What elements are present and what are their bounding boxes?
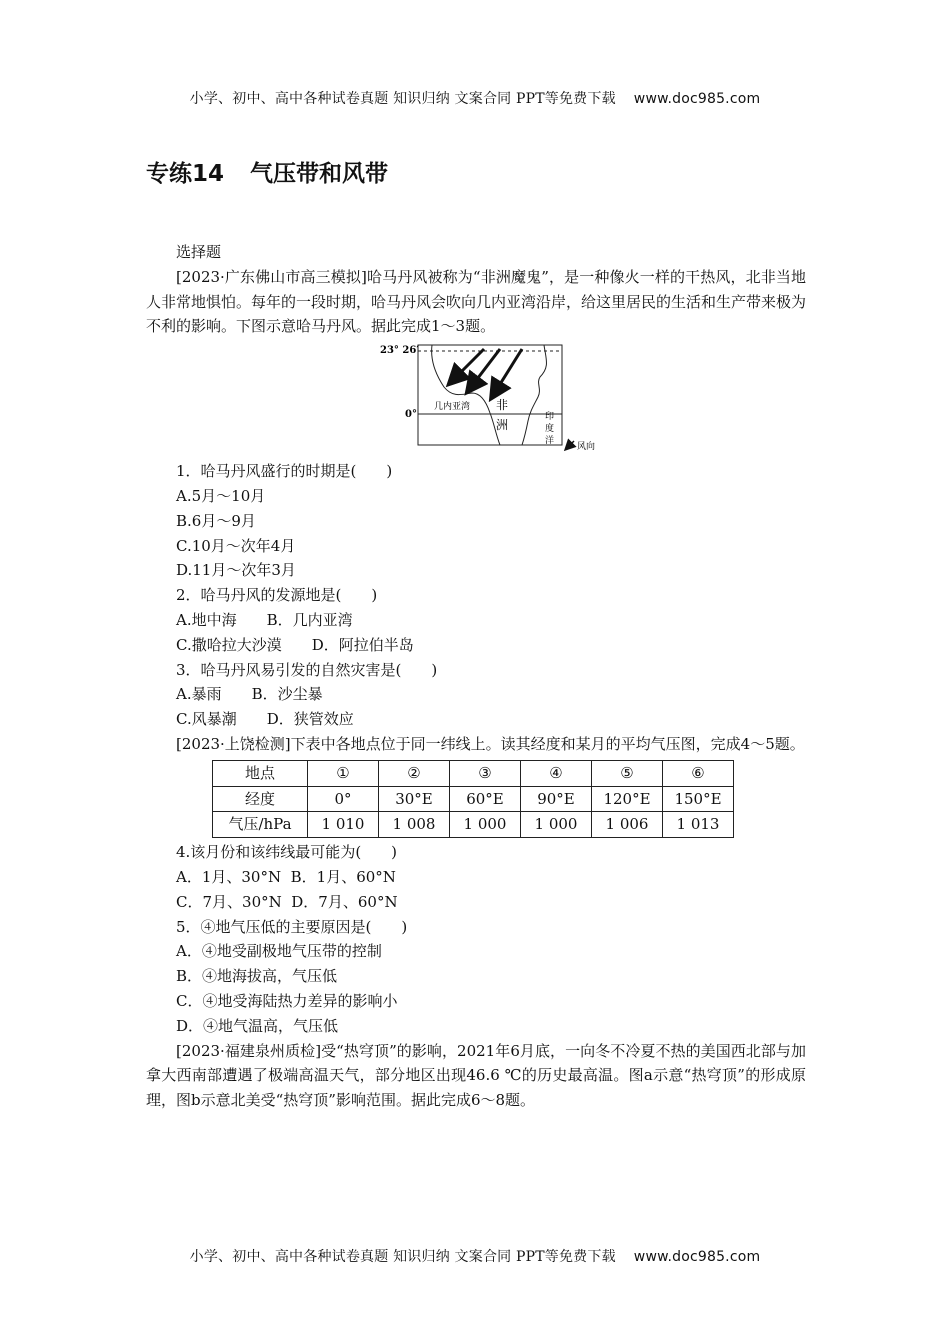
footer-text: 小学、初中、高中各种试卷真题 知识归纳 文案合同 PPT等免费下载 — [189, 1249, 616, 1265]
title-number: 专练14 — [146, 161, 225, 187]
table-cell: ④ — [521, 760, 592, 786]
label-africa-1: 非 — [496, 398, 509, 413]
table-cell: ① — [308, 760, 379, 786]
label-equator: 0° — [405, 409, 417, 421]
africa-map — [380, 341, 620, 453]
q2-option-c[interactable]: C.撒哈拉大沙漠 — [176, 635, 282, 654]
table-cell: 地点 — [213, 760, 308, 786]
q4-options-row-2 — [146, 890, 806, 915]
q2-option-b[interactable]: B．几内亚湾 — [266, 610, 353, 629]
table-cell: 1 008 — [379, 812, 450, 838]
table-cell: ⑤ — [592, 760, 663, 786]
label-gulf: 几内亚湾 — [434, 402, 471, 413]
pressure-table — [212, 760, 734, 838]
table-cell: 1 000 — [521, 812, 592, 838]
document-body — [146, 240, 806, 1113]
table-cell: 气压/hPa — [213, 812, 308, 838]
label-ocean-1: 印 — [545, 412, 555, 423]
legend-arrow-icon — [566, 441, 574, 449]
table-cell: 90°E — [521, 786, 592, 812]
table-cell: 60°E — [450, 786, 521, 812]
title-topic: 气压带和风带 — [250, 161, 389, 187]
intro-paragraph-2: [2023·上饶检测]下表中各地点位于同一纬线上。读其经度和某月的平均气压图，完成4～5题。 — [176, 734, 805, 753]
table-cell: 1 006 — [592, 812, 663, 838]
legend-label: 风向 — [577, 442, 596, 453]
q3-stem: 3．哈马丹风易引发的自然灾害是( ) — [176, 660, 438, 679]
table-cell: ⑥ — [663, 760, 734, 786]
q3-option-a[interactable]: A.暴雨 — [176, 685, 222, 704]
q3-options-row-1 — [146, 682, 806, 707]
q3-option-d[interactable]: D．狭管效应 — [266, 710, 354, 729]
table-cell: 1 013 — [663, 812, 734, 838]
table-row — [213, 760, 734, 786]
q4-option-a[interactable]: A．1月、30°N — [176, 867, 282, 886]
q1-option-a[interactable]: A.5月～10月 — [176, 486, 266, 505]
q1-option-c[interactable]: C.10月～次年4月 — [176, 536, 296, 555]
page-title — [146, 155, 388, 188]
label-tropic: 23° 26′ — [380, 345, 419, 357]
q1-option-b[interactable]: B.6月～9月 — [176, 511, 256, 530]
table-cell: 1 000 — [450, 812, 521, 838]
q2-options-row-1 — [146, 608, 806, 633]
q1-stem: 1．哈马丹风盛行的时期是( ) — [176, 462, 393, 481]
header-url[interactable]: www.doc985.com — [633, 91, 761, 107]
q4-option-c[interactable]: C．7月、30°N — [176, 892, 282, 911]
q2-option-a[interactable]: A.地中海 — [176, 610, 237, 629]
q2-option-d[interactable]: D．阿拉伯半岛 — [311, 635, 414, 654]
q5-stem: 5．④地气压低的主要原因是( ) — [176, 917, 408, 936]
intro-paragraph-1: [2023·广东佛山市高三模拟]哈马丹风被称为“非洲魔鬼”，是一种像火一样的干热风，北非当地人非常地惧怕。每年的一段时期，哈马丹风会吹向几内亚湾沿岸，给这里居民的生活和生产带来极为不利的影响。下图示意哈马丹风。据此完成1～3题。 — [146, 267, 807, 336]
q3-options-row-2 — [146, 707, 806, 732]
q1-option-d[interactable]: D.11月～次年3月 — [176, 561, 296, 580]
wind-arrows — [450, 349, 522, 397]
label-africa-2: 洲 — [496, 418, 509, 433]
page-header — [0, 88, 950, 108]
q4-option-b[interactable]: B．1月、60°N — [290, 867, 396, 886]
q5-option-a[interactable]: A．④地受副极地气压带的控制 — [176, 942, 382, 961]
q3-option-b[interactable]: B．沙尘暴 — [251, 685, 323, 704]
table-cell: 30°E — [379, 786, 450, 812]
table-cell: 150°E — [663, 786, 734, 812]
section-label: 选择题 — [176, 243, 222, 261]
page-footer — [0, 1246, 950, 1266]
intro-paragraph-3: [2023·福建泉州质检]受“热穹顶”的影响，2021年6月底，一向冬不冷夏不热的美国西北部与加拿大西南部遭遇了极端高温天气，部分地区出现46.6 ℃的历史最高温。图a示意“热穹顶”的形成原理，图b示意北美受“热穹顶”影响范围。据此完成6～8题。 — [146, 1041, 806, 1110]
label-ocean-3: 洋 — [545, 436, 555, 447]
q4-option-d[interactable]: D．7月、60°N — [291, 892, 398, 911]
table-cell: 经度 — [213, 786, 308, 812]
q2-stem: 2．哈马丹风的发源地是( ) — [176, 586, 378, 605]
q5-option-c[interactable]: C．④地受海陆热力差异的影响小 — [176, 991, 398, 1010]
q5-option-b[interactable]: B．④地海拔高，气压低 — [176, 967, 338, 986]
q4-stem: 4.该月份和该纬线最可能为( ) — [176, 843, 398, 862]
q4-options-row-1 — [146, 865, 806, 890]
hamadan-wind-figure — [146, 341, 806, 455]
table-cell: 120°E — [592, 786, 663, 812]
footer-url[interactable]: www.doc985.com — [633, 1249, 761, 1265]
table-cell: ③ — [450, 760, 521, 786]
q2-options-row-2 — [146, 633, 806, 658]
q3-option-c[interactable]: C.风暴潮 — [176, 710, 237, 729]
east-coastline — [522, 345, 547, 445]
header-text: 小学、初中、高中各种试卷真题 知识归纳 文案合同 PPT等免费下载 — [189, 91, 616, 107]
label-ocean-2: 度 — [545, 424, 555, 435]
table-row — [213, 812, 734, 838]
table-cell: 0° — [308, 786, 379, 812]
q5-option-d[interactable]: D．④地气温高，气压低 — [176, 1016, 339, 1035]
table-row — [213, 786, 734, 812]
table-cell: ② — [379, 760, 450, 786]
table-cell: 1 010 — [308, 812, 379, 838]
